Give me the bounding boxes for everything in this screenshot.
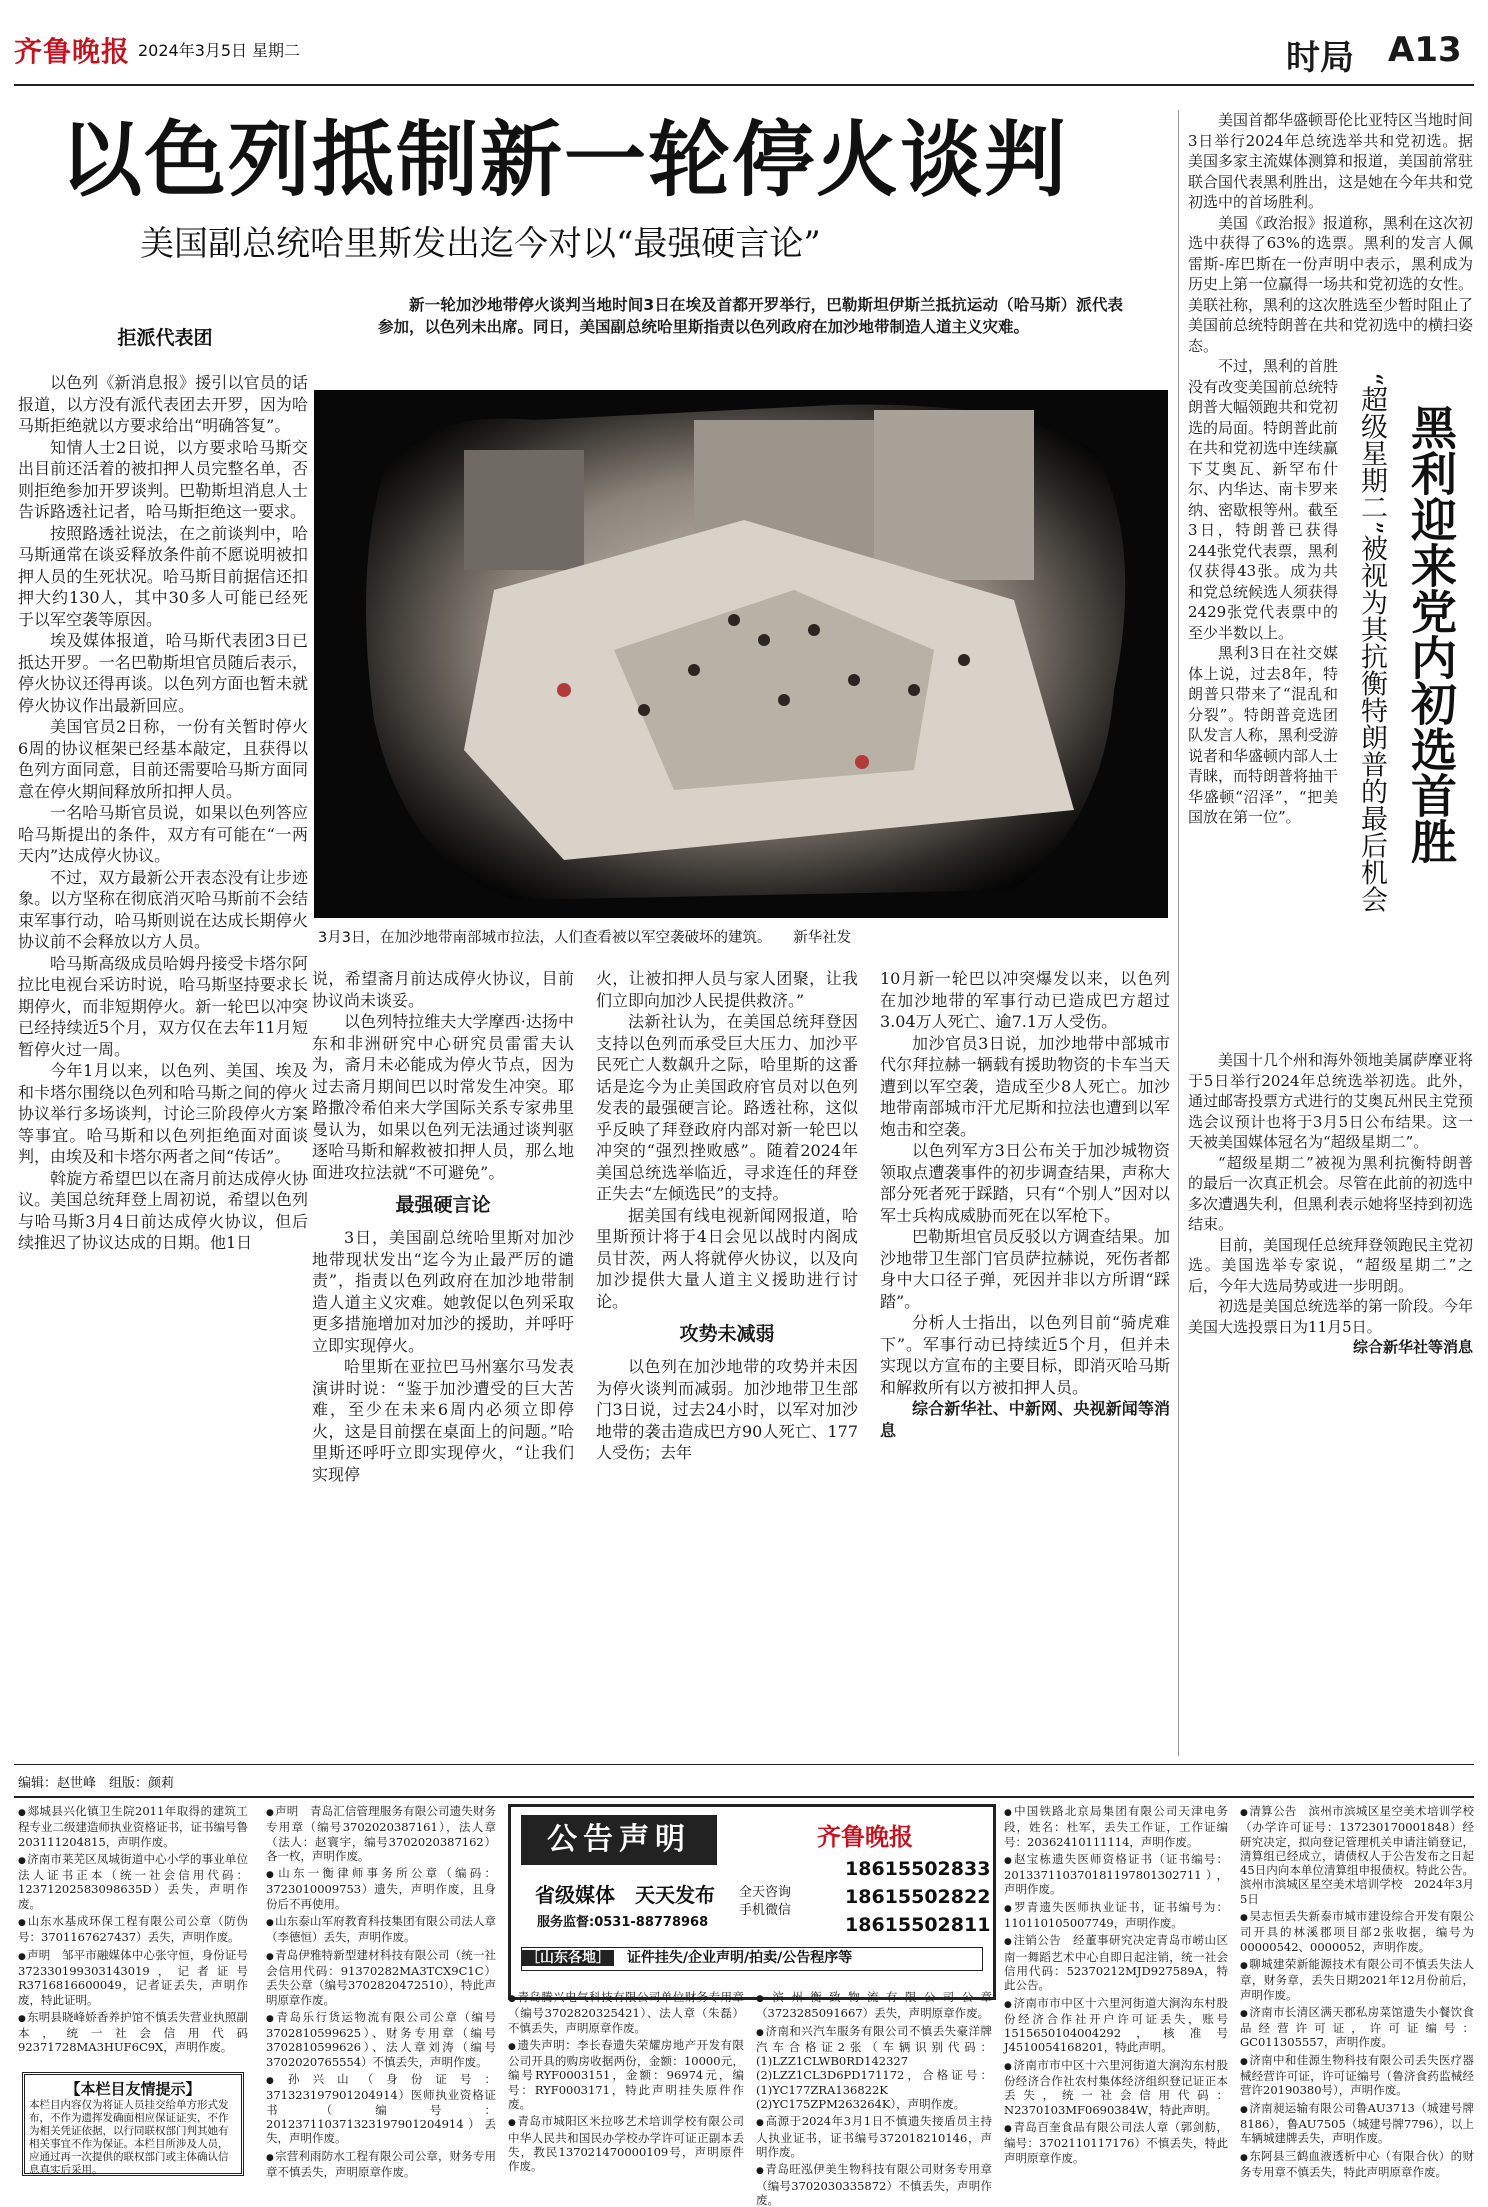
notice-item: ●高源于2024年3月1日不慎遗失接盾员主持人执业证书，证书编号372018210146，声明作废。 xyxy=(756,2114,992,2159)
notice-item: ●青岛腾兴电气科技有限公司单位财务专用章（编号3702820325421）、法人章（朱磊）不慎丢失，声明原章作废。 xyxy=(508,1990,744,2035)
hotline-2[interactable]: 18615502822 xyxy=(845,1886,991,1908)
side-story-top xyxy=(1188,110,1473,356)
paragraph: 说，希望斋月前达成停火协议，目前协议尚未谈妥。 xyxy=(312,969,574,1010)
notice-item: ●东阿县三鹤血液透析中心（有限合伙）的财务专用章不慎丢失，特此声明原章作废。 xyxy=(1240,2148,1474,2179)
ad-logo: 齐鲁晚报 xyxy=(817,1822,913,1851)
lead-text: 新一轮加沙地带停火谈判当地时间3日在埃及首都开罗举行，巴勒斯坦伊斯兰抵抗运动（哈马斯）派代表参加，以色列未出席。同日，美国副总统哈里斯指责以色列政府在加沙地带制造人道主义灾难。 xyxy=(378,296,1123,336)
subheadline: 美国副总统哈里斯发出迄今对以“最强硬言论” xyxy=(140,224,821,264)
notice-item: ●中国铁路北京局集团有限公司天津电务段，姓名：杜军，丢失工作证，工作证编号：20362410111114，声明作废。 xyxy=(1004,1804,1228,1849)
side-subheadline: “超级星期二”被视为其抗衡特朗普的最后机会 xyxy=(1356,372,1387,913)
notice-column-6 xyxy=(1240,1804,1474,2179)
notice-item: ●东明县晓峰娇香养护馆不慎丢失营业执照副本，统一社会信用代码92371728MA3HUF6C9X，声明作废。 xyxy=(18,2009,248,2055)
ad-region: ［山东各地］ xyxy=(522,1950,614,1966)
paragraph: 哈马斯高级成员哈姆丹接受卡塔尔阿拉比电视台采访时说，哈马斯坚持要求长期停火，而非短期停火。新一轮巴以冲突已经持续近5个月，双方仅在去年11月短暂停火过一周。 xyxy=(18,953,308,1059)
editor-credit: 编辑：赵世峰 组版：颜莉 xyxy=(18,1776,175,1791)
notice-item: ●山东泰山军府教育科技集团有限公司法人章（李德恒）丢失，声明作废。 xyxy=(266,1914,496,1945)
page-number: A13 xyxy=(1388,30,1462,70)
paragraph: 以色列军方3日公布关于加沙城物资领取点遭袭事件的初步调查结果，声称大部分死者死于踩踏，只有“个别人”因对以军士兵构成威胁而死在以军枪下。 xyxy=(880,1141,1170,1225)
paragraph: 美国官员2日称，一份有关暂时停火6周的协议框架已经基本敲定，且获得以色列方面同意，目前还需要哈马斯方面同意在停火期间释放所扣押人员。 xyxy=(18,717,308,801)
headline: 以色列抵制新一轮停火谈判 xyxy=(60,112,1069,208)
rubble-scene xyxy=(314,390,1168,918)
hotline-3[interactable]: 18615502811 xyxy=(845,1914,991,1936)
notice-item: ●郯城县兴化镇卫生院2011年取得的建筑工程专业二级建造师执业资格证书，证书编号鲁203111204815，声明作废。 xyxy=(18,1804,248,1849)
source-credit: 综合新华社、中新网、央视新闻等消息 xyxy=(880,1399,1170,1440)
notice-item: ●罗青遗失医师执业证书，证书编号为：110110105007749，声明作废。 xyxy=(1004,1899,1228,1931)
notice-item: ●遗失声明：李长春遗失荣耀房地产开发有限公司开具的购房收据两份，金额：10000元，编号RYF0003151，金额：96974元，编号：RYF0003171，特此声明挂失原件作废。 xyxy=(508,2037,744,2112)
notice-item: ●济南市市中区十六里河街道大涧沟东村股份经济合作社开户许可证丢失，账号1515650104004292，核准号J4510054168201，特此声明。 xyxy=(1004,1995,1228,2055)
notice-ad-box xyxy=(508,1804,996,2000)
notice-item: ●滨州衡致物流有限公司公章（3723285091667）丢失，声明原章作废。 xyxy=(756,1990,992,2021)
notice-item: ●孙兴山（身份证号：371323197901204914）医师执业资格证书（编号：201237110371323197901204914）丢失，声明作废。 xyxy=(266,2072,496,2146)
paragraph: 哈里斯在亚拉巴马州塞尔马发表演讲时说：“鉴于加沙遭受的巨大苦难，至少在未来6周内必须立即停火，这是目前摆在桌面上的问题。”哈里斯还呼吁立即实现停火，“让我们实现停 xyxy=(312,1357,574,1484)
paragraph: 火，让被扣押人员与家人团聚，让我们立即向加沙人民提供救济。” xyxy=(596,969,858,1010)
paragraph: 按照路透社说法，在之前谈判中，哈马斯通常在谈妥释放条件前不愿说明被扣押人员的生死状况。哈马斯目前据信还扣押大约130人，其中30多人可能已经死于以军空袭等原因。 xyxy=(18,523,308,629)
paragraph: 不过，双方最新公开表态没有让步迹象。以方坚称在彻底消灭哈马斯前不会结束军事行动，哈马斯则说在达成长期停火协议前不会释放以方人员。 xyxy=(18,867,308,951)
paragraph: 以色列在加沙地带的攻势并未因为停火谈判而减弱。加沙地带卫生部门3日说，过去24小时，以军对加沙地带的袭击造成巴方90人死亡、177人受伤；去年 xyxy=(596,1357,858,1462)
notice-item: ●青岛市城阳区米拉哆艺术培训学校有限公司中华人民共和国民办学校办学许可证正副本丢失，教民137021470000109号，声明原件作废。 xyxy=(508,2114,744,2174)
paragraph: 知情人士2日说，以方要求哈马斯交出目前还活着的被扣押人员完整名单，否则拒绝参加开罗谈判。巴勒斯坦消息人士告诉路透社记者，哈马斯拒绝这一要求。 xyxy=(18,437,308,521)
notice-item: ●青岛伊雅特新型建材科技有限公司（统一社会信用代码：91370282MA3TCX9C1C）丢失公章（编号3702820472510），特此声明原章作废。 xyxy=(266,1947,496,2007)
article-column-2 xyxy=(312,968,574,1758)
notice-item: ●声明 邹平市融媒体中心张守恒，身份证号372330199303143019，记者证号R3716816600049，记者证丢失，声明作废，特此证明。 xyxy=(18,1947,248,2007)
paragraph: 法新社认为，在美国总统拜登因支持以色列而承受巨大压力、加沙平民死亡人数飙升之际，哈里斯的这番话是迄今为止美国政府官员对以色列发表的最强硬言论。路透社称，这似乎反映了拜登政府内部对新一轮巴以冲突的“强烈挫败感”。随着2024年美国总统选举临近，寻求连任的拜登正失去“左倾选民”的支持。 xyxy=(596,1012,858,1203)
paragraph: 3日，美国副总统哈里斯对加沙地带现状发出“迄今为止最严厉的谴责”，指责以色列政府在加沙地带制造人道主义灾难。她敦促以色列采取更多措施增加对加沙的援助，并呼吁立即实现停火。 xyxy=(312,1228,574,1355)
notice-item: ●济南市莱芜区凤城街道中心小学的事业单位法人证书正本（统一社会信用代码：12371202583098635D）丢失，声明作废。 xyxy=(18,1851,248,1911)
paragraph: 目前，美国现任总统拜登领跑民主党初选。美国选举专家说，“超级星期二”之后，今年大选局势或进一步明朗。 xyxy=(1188,1235,1474,1295)
notice-item: ●山东一衡律师事务所公章（编码：3723010009753）遗失，声明作废，且身份后不再使用。 xyxy=(266,1866,496,1911)
paragraph: 以色列特拉维夫大学摩西·达扬中东和非洲研究中心研究员雷雷夫认为，斋月未必能成为停火节点，因为过去斋月期间巴以时常发生冲突。耶路撒冷希伯来大学国际关系专家弗里曼认为，如果以色列无法通过谈判驱逐哈马斯和解救被扣押人员，那么地面进攻拉法就“不可避免”。 xyxy=(312,1012,574,1182)
subhead-offensive-continues: 攻势未减弱 xyxy=(679,1323,775,1345)
subhead-refuse-delegation: 拒派代表团 xyxy=(117,327,213,349)
article-column-1 xyxy=(18,372,308,1758)
notice-item: ●注销公告 经董事研究决定青岛市崂山区南一舞蹈艺术中心自即日起注销，统一社会信用代码：52370212MJD927589A，特此公告。 xyxy=(1004,1933,1228,1993)
reminder-title: 【本栏目友情提示】 xyxy=(65,2080,201,2098)
paragraph: 不过，黑利的首胜没有改变美国前总统特朗普大幅领跑共和党初选的局面。特朗普此前在共和党初选中连续赢下艾奥瓦、新罕布什尔、内华达、南卡罗来纳、密歇根等州。截至3日，特朗普已获得244张党代表票，黑利仅获得43张。成为共和党总统候选人须获得2429张党代表票中的至少半数以上。 xyxy=(1188,357,1339,642)
source-credit: 综合新华社等消息 xyxy=(1352,1338,1473,1356)
header-weekday: 星期二 xyxy=(252,41,301,60)
side-story-bottom xyxy=(1188,1050,1473,1756)
side-headline: 黑利迎来党内初选首胜 xyxy=(1404,404,1458,864)
ad-service: 服务监督:0531-88778968 xyxy=(537,1915,709,1930)
paragraph: 埃及媒体报道，哈马斯代表团3日已抵达开罗。一名巴勒斯坦官员随后表示，停火协议还得再谈。以色列方面也暂未就停火协议作出最新回应。 xyxy=(18,631,308,715)
header-rule xyxy=(14,84,1474,86)
article-column-4 xyxy=(880,968,1170,1758)
ad-consult-label: 全天咨询 xyxy=(739,1885,792,1900)
notice-item: ●济南和兴汽车服务有限公司不慎丢失豪洋牌汽车合格证2张（车辆识别代码：(1)LZZ1CLWB0RD142327 (2)LZZ1CL3D6PD171172，合格证号：(1)YC177ZRA136822K (2)YC175ZPM263264K），声明作废。 xyxy=(756,2023,992,2112)
notice-item: ●吴志恒丢失新泰市城市建设综合开发有限公司开具的林溪郡项目部2张收据，编号为00000542、0000052，声明作废。 xyxy=(1240,1909,1474,1954)
paragraph: 以色列《新消息报》援引以官员的话报道，以方没有派代表团去开罗，因为哈马斯拒绝就以方要求给出“明确答复”。 xyxy=(18,373,308,435)
paragraph: 初选是美国总统选举的第一阶段。今年美国大选投票日为11月5日。 xyxy=(1188,1297,1474,1336)
header-date: 2024年3月5日 xyxy=(138,41,248,60)
paragraph: 美国十几个州和海外领地美属萨摩亚将于5日举行2024年总统选举初选。此外，通过邮寄投票方式进行的艾奥瓦州民主党预选会议预计也将于3月5日公布结果。这一天被美国媒体冠名为“超级星期二”。 xyxy=(1188,1051,1474,1151)
notice-column-5 xyxy=(1004,1804,1228,2176)
paragraph: 一名哈马斯官员说，如果以色列答应哈马斯提出的条件，双方有可能在“一两天内”达成停火协议。 xyxy=(18,803,308,865)
paragraph: 斡旋方希望巴以在斋月前达成停火协议。美国总统拜登上周初说，希望以色列与哈马斯3月4日前达成停火协议，但后续推迟了协议达成的日期。他1日 xyxy=(18,1168,308,1252)
notice-item: ●清算公告 滨州市滨城区星空美术培训学校（办学许可证号：137230170001848）经研究决定，拟向登记管理机关申请注销登记，清算组已经成立，请债权人于公告发布之日起45日内向本单位清算组申报债权。特此公告。滨州市滨城区星空美术培训学校 2024年3月5日 xyxy=(1240,1804,1474,1906)
side-story-narrow xyxy=(1188,356,1338,1044)
notice-item: ●济南市长清区满天郡私房菜馆遗失小餐饮食品经营许可证，许可证编号：GC011305557，声明作废。 xyxy=(1240,2004,1474,2050)
section-name: 时局 xyxy=(1286,38,1354,78)
paragraph: 美国首都华盛顿哥伦比亚特区当地时间3日举行2024年总统选举共和党初选。据美国多家主流媒体测算和报道，美国前常驻联合国代表黑利胜出，这是她在今年共和党初选中的首场胜利。 xyxy=(1188,111,1474,211)
paragraph: 分析人士指出，以色列目前“骑虎难下”。军事行动已持续近5个月，但并未实现以方宣布的主要目标，即消灭哈马斯和解救所有以方被扣押人员。 xyxy=(880,1313,1170,1397)
paragraph: 黑利3日在社交媒体上说，过去8年，特朗普只带来了“混乱和分裂”。特朗普竞选团队发言人称，黑利受游说者和华盛顿内部人士青睐，而特朗普将抽干华盛顿“沼泽”，“把美国放在第一位”。 xyxy=(1188,644,1339,826)
paragraph: 加沙官员3日说，加沙地带中部城市代尔拜拉赫一辆载有援助物资的卡车当天遭到以军空袭，造成至少8人死亡。加沙地带南部城市汗尤尼斯和拉法也遭到以军炮击和空袭。 xyxy=(880,1033,1170,1139)
article-column-3 xyxy=(596,968,858,1758)
news-photo xyxy=(314,390,1168,918)
reminder-text: 本栏目内容仅为将证人员挂交给单方形式发布，不作为遗挥发确面相应保证证实，不作为相关凭证依据，以行同联权部门判其她有相关事宜不作为保证。本栏目所涉及人员，应通过再一次提供的联权部门或主体确认信息真实后采用。 xyxy=(29,2099,229,2176)
notice-column-4 xyxy=(756,1990,992,2207)
paragraph: 美国《政治报》报道称，黑利在这次初选中获得了63%的选票。黑利的发言人佩雷斯-库巴斯在一份声明中表示，黑利成为历史上第一位赢得一场共和党初选的女性。美联社称，黑利的这次胜选至少暂时阻止了美国前总统特朗普在共和党初选中的横扫姿态。 xyxy=(1188,213,1474,355)
notice-item: ●宗营利雨防水工程有限公司公章，财务专用章不慎丢失，声明原章作废。 xyxy=(266,2148,496,2179)
notice-top-rule xyxy=(14,1796,1474,1798)
ad-services: 证件挂失/企业声明/拍卖/公告程序等 xyxy=(626,1950,853,1966)
masthead-logo: 齐鲁晚报 xyxy=(14,35,131,68)
notice-item: ●济南中和佳源生物科技有限公司丢失医疗器械经营许可证，许可证编号（鲁济食药监械经营许20190380号），声明作废。 xyxy=(1240,2052,1474,2098)
notice-item: ●山东水基成环保工程有限公司公章（防伪号：3701167627437）丢失，声明作废。 xyxy=(18,1914,248,1945)
hotline-1[interactable]: 18615502833 xyxy=(845,1858,991,1880)
paragraph: “超级星期二”被视为黑利抗衡特朗普的最后一次真正机会。尽管在此前的初选中多次遭遇失利，但黑利表示她将坚持到初选结束。 xyxy=(1188,1153,1474,1233)
paragraph: 据美国有线电视新闻网报道，哈里斯预计将于4日会见以战时内阁成员甘茨，两人将就停火协议，以及向加沙提供大量人道主义援助进行讨论。 xyxy=(596,1205,858,1311)
notice-column-3 xyxy=(508,1990,744,2176)
ad-slogan: 省级媒体 天天发布 xyxy=(535,1883,715,1907)
notice-item: ●青岛旺泓伊美生物科技有限公司财务专用章（编号3702030335872）不慎丢失，声明作废。 xyxy=(756,2162,992,2207)
paragraph: 10月新一轮巴以冲突爆发以来，以色列在加沙地带的军事行动已造成巴方超过3.04万人死亡、逾7.1万人受伤。 xyxy=(880,969,1170,1031)
ad-title: 公告声明 xyxy=(521,1815,717,1865)
ad-wechat-label: 手机微信 xyxy=(739,1903,792,1918)
notice-item: ●青岛乐行货运物流有限公司公章（编号3702810599625）、财务专用章（编号3702810599626）、法人章刘涛（编号3702020765554）不慎丢失，声明作废。 xyxy=(266,2009,496,2069)
notice-column-1 xyxy=(18,1804,248,2066)
reminder-box xyxy=(22,2072,244,2176)
ad-service-bar xyxy=(521,1947,983,1971)
paragraph: 巴勒斯坦官员反驳以方调查结果。加沙地带卫生部门官员萨拉赫说，死伤者都身中大口径子弹，死因并非以方所谓“踩踏”。 xyxy=(880,1227,1170,1311)
subhead-harshest-remarks: 最强硬言论 xyxy=(395,1194,491,1216)
lead-paragraph xyxy=(378,294,1123,338)
notice-item: ●青岛百奎食品有限公司法人章（郭剑舫，编号：3702110117176）不慎丢失，特此声明原章作废。 xyxy=(1004,2119,1228,2165)
notice-item: ●济南市市中区十六里河街道大涧沟东村股份经济合作社农村集体经济组织登记证正本丢失，统一社会信用代码：N2370103MF0690384W，特此声明。 xyxy=(1004,2057,1228,2117)
footer-rule xyxy=(14,1764,1474,1765)
notice-item: ●声明 青岛汇信管理服务有限公司遗失财务专用章（编号3702020387161），法人章（法人：赵寰宇，编号3702020387162）各一枚，声明作废。 xyxy=(266,1804,496,1863)
notice-item: ●聊城建荣新能源技术有限公司不慎丢失法人章，财务章，丢失日期2021年12月份前后，声明作废。 xyxy=(1240,1956,1474,2002)
notice-item: ●济南昶运输有限公司鲁AU3713（城建号牌8186），鲁AU7505（城建号牌7796），以上车辆城建牌丢失，声明作废。 xyxy=(1240,2100,1474,2146)
paragraph: 今年1月以来，以色列、美国、埃及和卡塔尔围绕以色列和哈马斯之间的停火协议举行多场谈判，讨论三阶段停火方案等事宜。哈马斯和以色列拒绝面对面谈判，由埃及和卡塔尔两者之间“传话”。 xyxy=(18,1061,308,1166)
notice-item: ●赵宝栋遗失医师资格证书（证书编号：201337110370181197801302711），声明作废。 xyxy=(1004,1851,1228,1897)
column-divider xyxy=(1178,110,1179,1756)
notice-column-2 xyxy=(266,1804,496,2179)
photo-caption: 3月3日，在加沙地带南部城市拉法，人们查看被以军空袭破坏的建筑。 新华社发 xyxy=(318,930,852,946)
